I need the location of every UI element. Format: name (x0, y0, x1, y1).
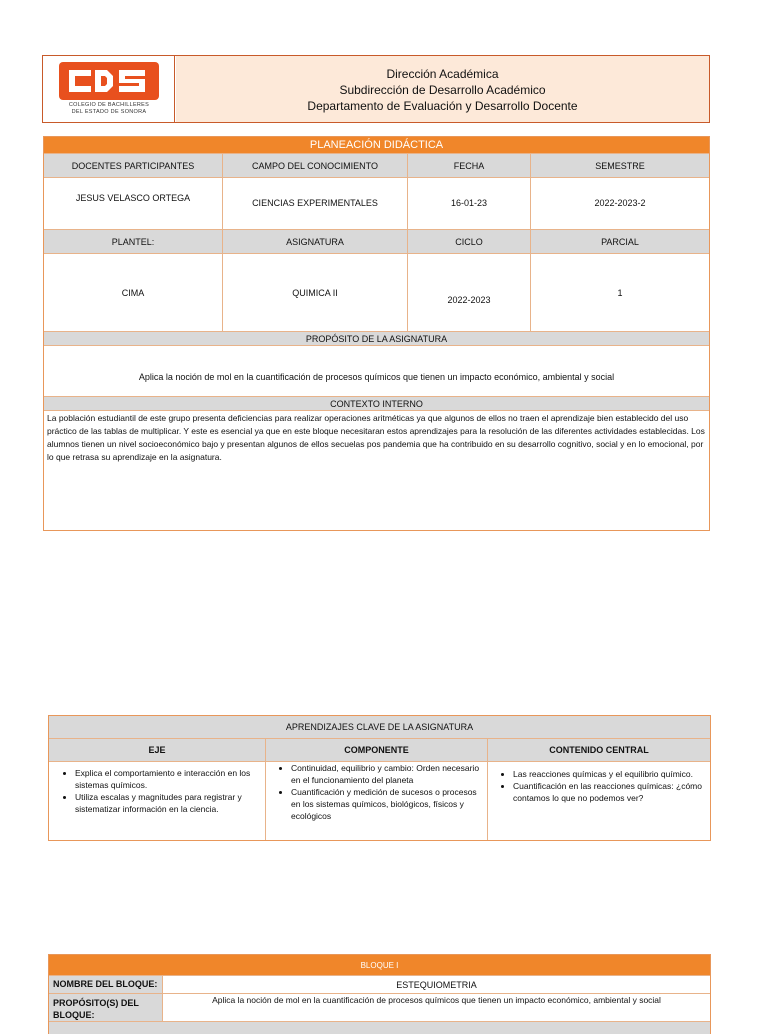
header-title-line1: Dirección Académica (386, 67, 499, 81)
header-title-area (176, 56, 709, 122)
header-docentes: DOCENTES PARTICIPANTES (44, 154, 222, 177)
eje-list (53, 767, 261, 815)
header-title-line2: Subdirección de Desarrollo Académico (339, 83, 546, 97)
value-plantel: CIMA (121, 287, 145, 298)
value-semestre: 2022-2023-2 (594, 198, 646, 208)
header-title-line3: Departamento de Evaluación y Desarrollo Docente (307, 99, 578, 113)
aprendizajes-title: APRENDIZAJES CLAVE DE LA ASIGNATURA (49, 716, 710, 738)
contexto-header: CONTEXTO INTERNO (44, 397, 709, 410)
eje-item: • Utiliza escalas y magnitudes para registrar y sistematizar información en la ciencia. (75, 791, 261, 815)
bloque-table (48, 954, 711, 1034)
proposito-bloque-label: PROPÓSITO(S) DEL BLOQUE: (49, 994, 162, 1024)
header-plantel: PLANTEL: (44, 230, 222, 253)
value-parcial: 1 (617, 287, 623, 298)
value-ciclo: 2022-2023 (447, 294, 491, 305)
componente-item: • Cuantificación y medición de sucesos o procesos en los sistemas químicos, biológicos, físicos y ecológicos (291, 786, 483, 822)
planeacion-table (43, 136, 710, 531)
value-asignatura: QUIMICA II (292, 287, 338, 298)
componente-item: • Continuidad, equilibrio y cambio: Orden necesario en el funcionamiento del planeta (291, 762, 483, 786)
contenido-list (491, 768, 705, 804)
contexto-text: La población estudiantil de este grupo presenta deficiencias para realizar operaciones aritméticas ya que algunos de ellos no traen el aprendizaje bien establecido del uso práctico de las tablas de multiplicar. Y este es esencial ya que en este bloque necesitaran estos aprendizajes para la resolución de las diferentes actividades establecidas. Los alumnos tienen un nivel socioeconómico bajo y presentan algunos de ellos secuelas pos pandemia que ha contribuido en su desarrollo cognitivo, social y en lo emocional, por lo que retrasa su aprendizaje en la asignatura. (47, 413, 705, 462)
header-ciclo: CICLO (408, 230, 530, 253)
header-eje: EJE (49, 739, 265, 761)
proposito-bloque-value: Aplica la noción de mol en la cuantificación de procesos químicos que tienen un impacto económico, ambiental y social (212, 995, 661, 1005)
header-fecha: FECHA (408, 154, 530, 177)
cobach-logo-icon (59, 62, 159, 100)
institution-header (42, 55, 710, 123)
aprendizajes-table (48, 715, 711, 841)
header-contenido: CONTENIDO CENTRAL (488, 739, 710, 761)
header-asignatura: ASIGNATURA (223, 230, 407, 253)
logo-text-line1: COLEGIO DE BACHILLERES (68, 102, 150, 108)
header-semestre: SEMESTRE (531, 154, 709, 177)
proposito-text: Aplica la noción de mol en la cuantificación de procesos químicos que tienen un impacto económico, ambiental y social (138, 372, 615, 382)
value-docentes: JESUS VELASCO ORTEGA (75, 193, 191, 203)
logo-text-line2: DEL ESTADO DE SONORA (71, 109, 147, 115)
contenido-item: • Cuantificación en las reacciones químicas: ¿cómo contamos lo que no podemos ver? (513, 780, 705, 804)
componente-list (269, 762, 483, 822)
nombre-value: ESTEQUIOMETRIA (396, 979, 477, 990)
contenido-item: • Las reacciones químicas y el equilibrio químico. (513, 768, 705, 780)
eje-item: • Explica el comportamiento e interacción en los sistemas químicos. (75, 767, 261, 791)
nombre-label: NOMBRE DEL BLOQUE: (49, 976, 162, 993)
logo-area (43, 56, 175, 122)
header-componente: COMPONENTE (266, 739, 487, 761)
value-fecha: 16-01-23 (450, 198, 488, 208)
value-campo: CIENCIAS EXPERIMENTALES (252, 198, 378, 208)
planeacion-title: PLANEACIÓN DIDÁCTICA (44, 137, 709, 153)
header-parcial: PARCIAL (531, 230, 709, 253)
proposito-header: PROPÓSITO DE LA ASIGNATURA (44, 332, 709, 345)
header-campo: CAMPO DEL CONOCIMIENTO (223, 154, 407, 177)
bloque-title: BLOQUE I (49, 955, 710, 975)
